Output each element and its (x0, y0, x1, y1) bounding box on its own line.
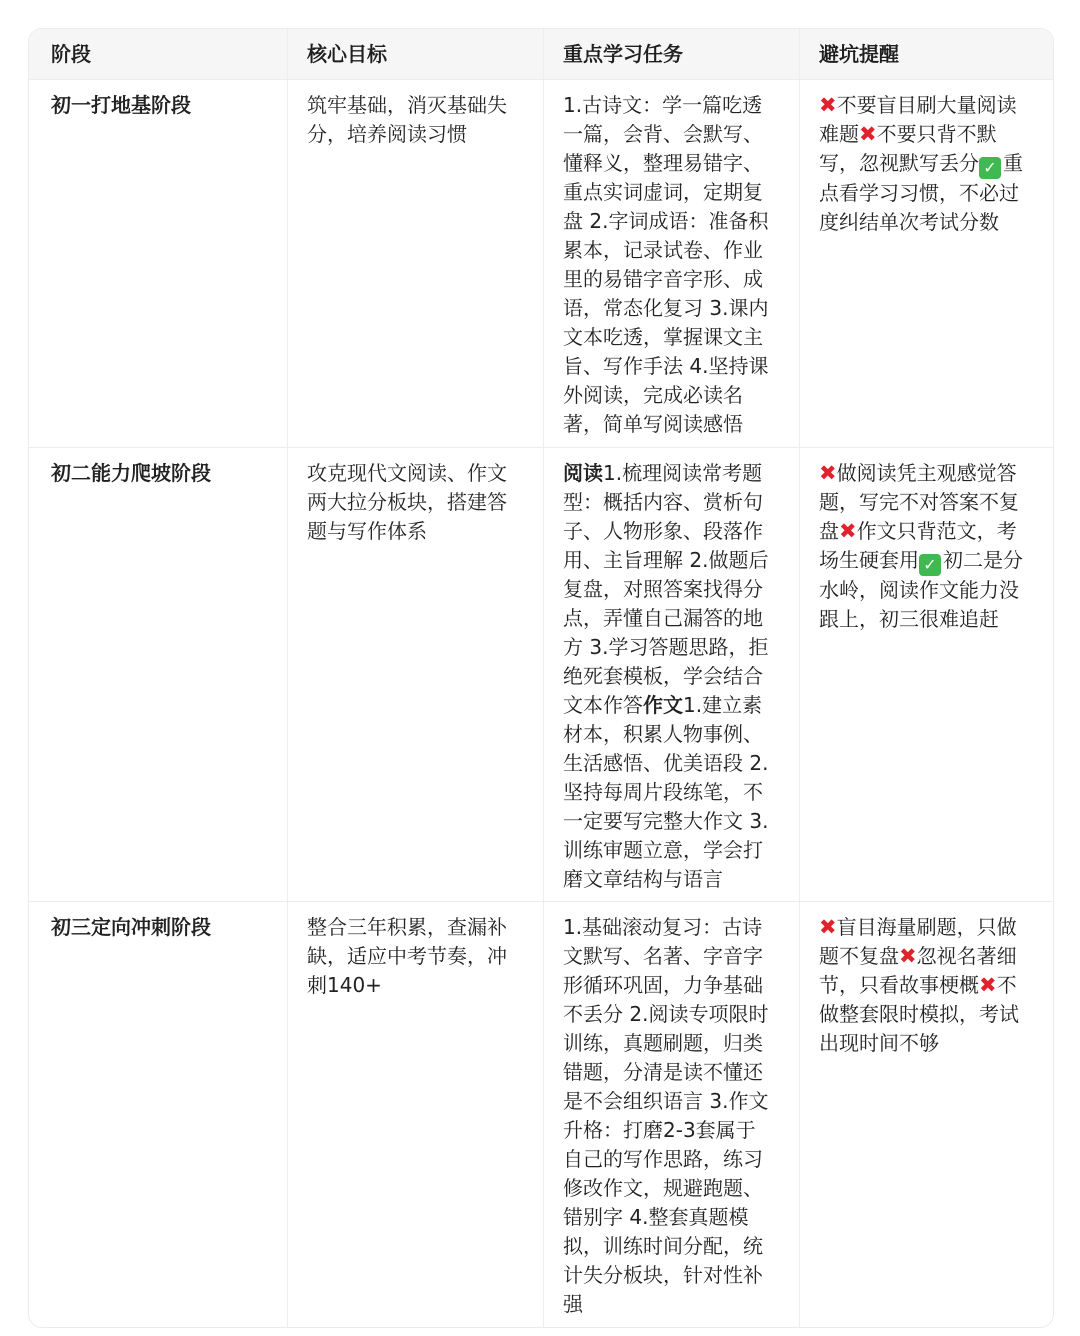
red-cross-mark-icon: ✖ (819, 915, 837, 939)
tip-text: 重点看学习习惯，不必过度纠结单次考试分数 (819, 151, 1023, 234)
reading-label: 阅读 (563, 461, 603, 485)
row3-goal: 整合三年积累，查漏补缺，适应中考节奏，冲刺140+ (307, 915, 507, 997)
column-divider (543, 29, 544, 1327)
row3-tasks: 1.基础滚动复习：古诗文默写、名著、字音字形循环巩固，力争基础不丢分 2.阅读专项限时训练，真题刷题，归类错题，分清是读不懂还是不会组织语言 3.作文升格：打磨2-3套属于自己的写作思路，练习修改作文，规避跑题、错别字 4.整套真题模拟，训练时间分配，统计失分板块，针对性补强 (563, 915, 769, 1316)
row1-tips (819, 91, 1033, 237)
column-divider (799, 29, 800, 1327)
reading-tasks: 1.梳理阅读常考题型：概括内容、赏析句子、人物形象、段落作用、主旨理解 2.做题后复盘，对照答案找得分点，弄懂自己漏答的地方 3.学习答题思路，拒绝死套模板，学会结合文本作答 (563, 461, 769, 717)
tip-text: 忽视名著细节，只看故事梗概 (819, 944, 1017, 997)
red-cross-mark-icon: ✖ (839, 519, 857, 543)
row1-stage: 初一打地基阶段 (51, 93, 191, 117)
red-cross-mark-icon: ✖ (899, 944, 917, 968)
row1-goal: 筑牢基础，消灭基础失分，培养阅读习惯 (307, 93, 507, 146)
header-tips: 避坑提醒 (819, 42, 899, 66)
red-cross-mark-icon: ✖ (819, 461, 837, 485)
row2-tips (819, 459, 1033, 634)
header-tasks: 重点学习任务 (563, 42, 683, 66)
table-header (29, 29, 1053, 80)
tip-text: 不要盲目刷大量阅读难题 (819, 93, 1017, 146)
tip-text: 不做整套限时模拟，考试出现时间不够 (819, 973, 1019, 1055)
row3-tips (819, 913, 1033, 1058)
writing-tasks: 1.建立素材本，积累人物事例、生活感悟、优美语段 2.坚持每周片段练笔，不一定要写完整大作文 3.训练审题立意，学会打磨文章结构与语言 (563, 693, 769, 891)
tip-text: 盲目海量刷题，只做题不复盘 (819, 915, 1017, 968)
writing-label: 作文 (643, 693, 683, 717)
red-cross-mark-icon: ✖ (819, 93, 837, 117)
tip-text: 不要只背不默写，忽视默写丢分 (819, 122, 997, 175)
green-check-mark-icon: ✓ (919, 554, 941, 576)
row2-goal: 攻克现代文阅读、作文两大拉分板块，搭建答题与写作体系 (307, 461, 507, 543)
row2-stage: 初二能力爬坡阶段 (51, 461, 211, 485)
study-plan-table (28, 28, 1054, 1328)
column-divider (287, 29, 288, 1327)
row3-stage: 初三定向冲刺阶段 (51, 915, 211, 939)
tip-text: 初二是分水岭，阅读作文能力没跟上，初三很难追赶 (819, 548, 1023, 631)
red-cross-mark-icon: ✖ (859, 122, 877, 146)
row-divider (29, 901, 1053, 902)
row1-tasks: 1.古诗文：学一篇吃透一篇，会背、会默写、懂释义，整理易错字、重点实词虚词，定期复盘 2.字词成语：准备积累本，记录试卷、作业里的易错字音字形、成语，常态化复习 3.课内文本吃透，掌握课文主旨、写作手法 4.坚持课外阅读，完成必读名著，简单写阅读感悟 (563, 93, 769, 436)
row2-tasks (563, 459, 775, 894)
header-stage: 阶段 (51, 42, 91, 66)
green-check-mark-icon: ✓ (979, 157, 1001, 179)
tip-text: 作文只背范文，考场生硬套用 (819, 519, 1017, 572)
row-divider (29, 447, 1053, 448)
header-goal: 核心目标 (307, 42, 387, 66)
tip-text: 做阅读凭主观感觉答题，写完不对答案不复盘 (819, 461, 1019, 543)
red-cross-mark-icon: ✖ (979, 973, 997, 997)
